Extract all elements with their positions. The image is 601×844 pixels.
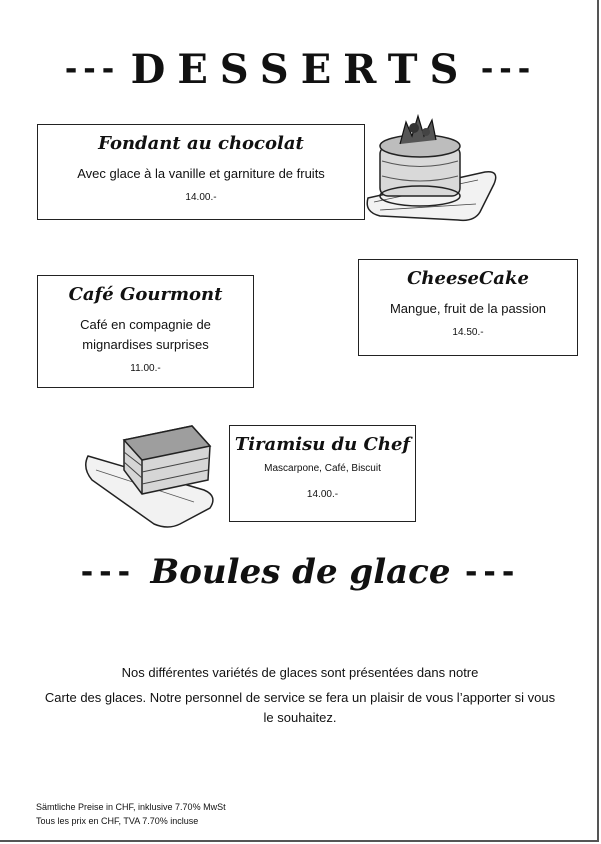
menu-item-description-line: mignardises surprises (82, 337, 209, 352)
menu-item-title: Tiramisu du Chef (234, 434, 411, 455)
page-title: DESSERTS (130, 46, 471, 93)
menu-item-title: CheeseCake (407, 268, 529, 289)
menu-item-description: Mangue, fruit de la passion (389, 301, 547, 316)
menu-item-price: 14.50.- (452, 327, 484, 338)
ice-cream-info-line1: Nos différentes variétés de glaces sont présentées dans notre (121, 665, 479, 680)
menu-item-price: 14.00.- (306, 489, 339, 500)
ice-cream-heading (0, 552, 601, 592)
menu-item-description (38, 315, 253, 355)
menu-item-title: Café Gourmont (68, 284, 223, 305)
cake-sketch-image (360, 106, 500, 224)
section-title: Boules de glace (150, 552, 451, 592)
tiramisu-sketch-image (84, 420, 244, 530)
menu-item-description: Mascarpone, Café, Biscuit (264, 463, 381, 474)
heading-dashes-left: --- (64, 52, 121, 87)
menu-item-price: 11.00.- (130, 363, 161, 374)
footnote-line-fr: Tous les prix en CHF, TVA 7.70% incluse (36, 816, 199, 826)
menu-item-cafe-gourmont (37, 275, 254, 388)
menu-item-price: 14.00.- (185, 192, 217, 203)
menu-item-description-line: Café en compagnie de (80, 317, 211, 332)
heading-dashes-right: --- (480, 52, 537, 87)
menu-item-title: Fondant au chocolat (98, 133, 304, 154)
heading-dashes-right: --- (464, 554, 521, 590)
menu-item-tiramisu (229, 425, 416, 522)
desserts-heading (0, 46, 601, 93)
ice-cream-info-line2: Carte des glaces. Notre personnel de service se fera un plaisir de vous l’apporter si vous le souhaitez. (44, 690, 556, 725)
menu-item-fondant (37, 124, 365, 220)
heading-dashes-left: --- (80, 554, 137, 590)
footnote-line-de: Sämtliche Preise in CHF, inklusive 7.70% MwSt (36, 802, 226, 812)
price-footnote (36, 800, 226, 828)
menu-item-description: Avec glace à la vanille et garniture de fruits (77, 166, 325, 181)
menu-item-cheesecake (358, 259, 578, 356)
